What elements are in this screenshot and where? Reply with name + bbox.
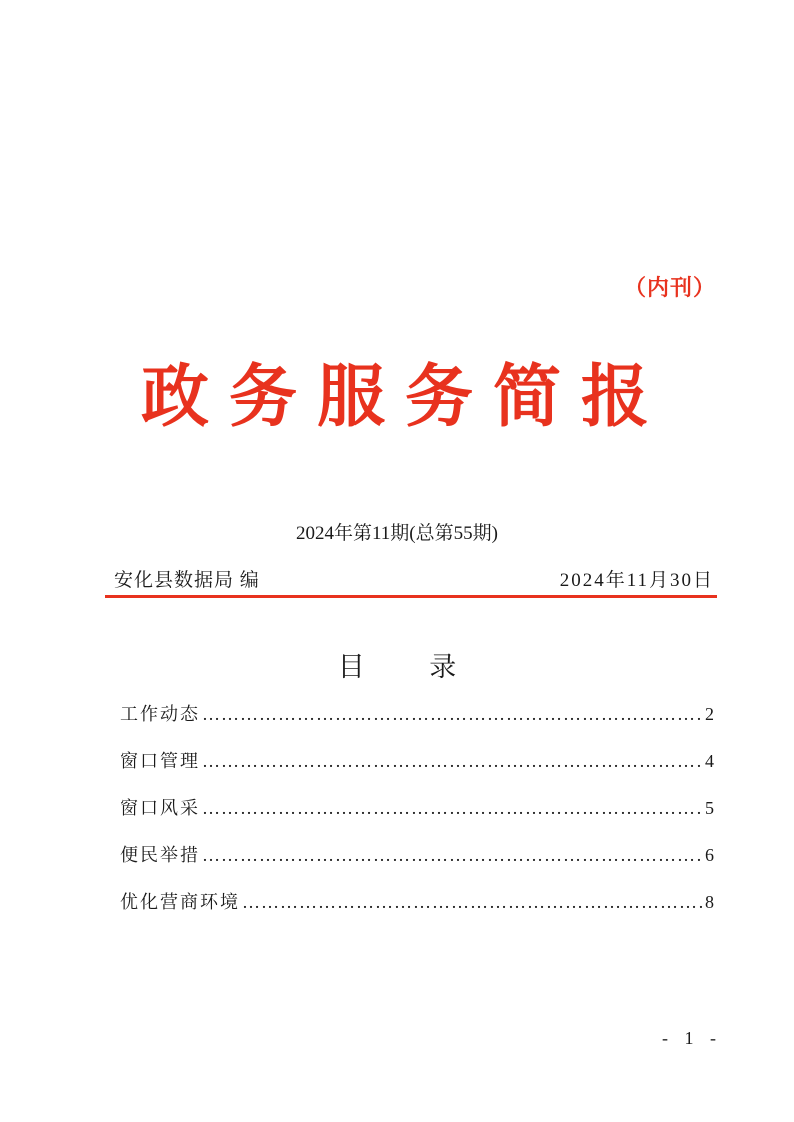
page-number: - 1 -: [662, 1028, 722, 1048]
toc-dot-leader: [202, 798, 703, 819]
table-of-contents: [120, 700, 714, 935]
internal-edition-mark: （内刊）: [623, 275, 716, 301]
toc-dot-leader: [242, 892, 703, 913]
masthead-title: 政务服务简报: [140, 357, 669, 437]
toc-dot-leader: [202, 751, 703, 772]
toc-item-window-management[interactable]: [120, 747, 714, 794]
toc-item-label: 窗口管理: [120, 751, 200, 772]
toc-item-work-news[interactable]: [120, 700, 714, 747]
toc-dot-leader: [202, 704, 703, 725]
toc-item-business-environment[interactable]: [120, 888, 714, 935]
toc-item-page: 2: [705, 704, 714, 724]
issue-number: 2024年第11期(总第55期): [296, 523, 498, 544]
editor-row: [114, 565, 714, 593]
red-divider-line: [105, 595, 717, 598]
toc-item-convenience-measures[interactable]: [120, 841, 714, 888]
toc-item-page: 8: [705, 892, 714, 912]
toc-title: 目 录: [337, 652, 485, 683]
publish-date: 2024年11月30日: [559, 570, 714, 591]
toc-item-label: 工作动态: [120, 704, 200, 725]
toc-item-page: 6: [705, 845, 714, 865]
toc-item-label: 优化营商环境: [120, 892, 240, 913]
toc-item-window-showcase[interactable]: [120, 794, 714, 841]
toc-item-page: 5: [705, 798, 714, 818]
editor-label: 安化县数据局 编: [114, 570, 260, 591]
toc-dot-leader: [202, 845, 703, 866]
toc-item-label: 便民举措: [120, 845, 200, 866]
toc-item-page: 4: [705, 751, 714, 771]
toc-item-label: 窗口风采: [120, 798, 200, 819]
